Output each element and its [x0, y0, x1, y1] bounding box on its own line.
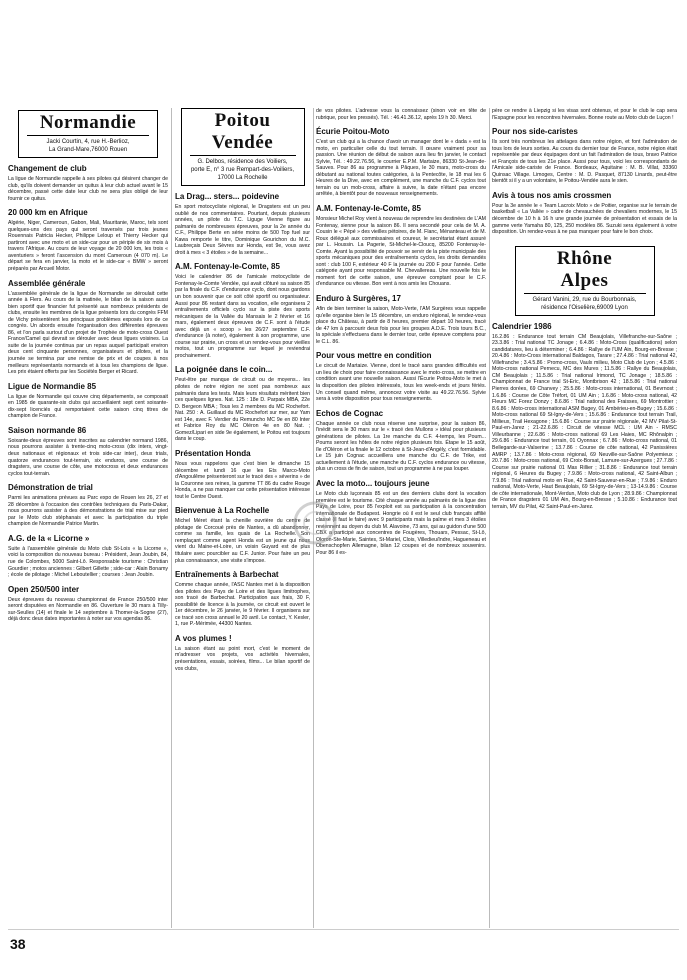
article-paragraph: L'assemblée générale de la ligue de Normandie se déroulait cette année à Flers. Au cours de la matinée, le bilan de la saison aussi bien sportif que financier fut présenté aux nombreux présidents de clubs, ensuite les membres de la ligue présents lors du congrès FFM de Vichy présentèrent les principaux problèmes exposés lors de ce congrès. Un abords ensuite l'organisation des différentes épreuves 86, et l'on parla surtout d'un projet de Trophée de moto-cross Ouest France/Camel qui devrait se dérouler avec deux ligues voisines. La suite de la journée continua par un repas auquel participait environ deux cent cinquante personnes, organisateurs et pilotes, et la journée se termina par une remise de prix et de coupes à nos meilleurs représentants normands et à tous les champions de ligue. Les prix étaient offerts par les Sociétés Berger et Ricard. [8, 290, 168, 376]
section-heading: Entraînements à Barbechat [175, 570, 279, 580]
region-title: Rhône [556, 247, 613, 269]
section-heading: Ligue de Normandie 85 [8, 381, 97, 391]
section-heading: La Drag... sters... poidevine [175, 192, 280, 201]
article-paragraph: Afin de bien terminer la saison, Moto-Verte, l'AM Surgères vous rappelle qu'elle organise bien le 15 décembre, un enduro régional, le rendez-vous place du Château, à partir de 8 heures, premier départ 10 heures, tracé de 47 km à parcourir deux fois pour les groupes A.D.E. Trois tours B.C., la spéciale s'effectuera dans le dernier tour, cette épreuve comptera pour le C.L. 86. [316, 306, 486, 345]
section-heading: Écurie Poitou-Moto [316, 127, 390, 137]
continued-paragraph: de vos pilotes. L'adresse vous la connaissez (sinon voir en tête de rubrique, pour les pressés). Tél. : 46.41.36.12, après 19 h 30. Merci. [316, 108, 486, 121]
article-paragraph: La ligue de Normandie qui couvre cinq départements, se composait en 1985 de quarante-six clubs qui accueillaient sept cent soixante-dix-sept licenciés qui remportaient cette saison cinq titres de champion de France. [8, 393, 168, 420]
continued-paragraph: père ce rendre à Liepzig si les visas sont obtenus, et pour le club le cap sera l'Espagne pour les rencontres hivernales. Bonne route au Moto club de Luçon ! [492, 108, 677, 121]
section-heading: Changement de club [8, 164, 87, 173]
article-paragraph: Monsieur Michel Roy vient à nouveau de reprendre les destinées de L'AM Fontenay, sienne pour la saison 86. Il sera secondé pour cela de M. A. Cousin le « Pépé » des vieilles pétoires, de M. Flanc, Ménanteau et de M. Roux délégué aux commissaires et coureur, le secrétariat étant assuré par L. Houssin. La Pagerie, St-Michel-le-Cloucq, 85200 Fontenay-le-Comte. Ayant la possibilité de pouvoir se servir de la piste municipale des sports mécaniques pour des entraînements cyclos, les droits demandés sont : club 100 F, extérieur 40 F la journée ou 200 F pour l'année. Cette catégorie ayant pour responsable M. Chevallereau. Une nouvelle fois le moment fort de cette saison, une épreuve comptant pour le C.F. d'endurance ou vitesse. Bon vent à nos amis les Chouans. [316, 216, 486, 288]
poitou-header-box [181, 108, 305, 186]
article-paragraph: Suite à l'assemblée générale du Moto club St-Lois « la Licorne », voici la composition du nouveau bureau : Président, Jean Joubin, 84, rue de Colombes, 5000 Saint-Lô. Responsable tourisme : Christian Gourdier ; motos anciennes : Gilbert Gillette ; side-car : Alain Bonamy ; école de pilotage : Michel Leboutellier ; courses : Jean Joubin. [8, 545, 168, 579]
section-heading: Bienvenue à La Rochelle [175, 506, 270, 516]
section-heading: Calendrier 1986 [492, 321, 552, 331]
calendar-text: 16.2.86 : Endurance tout terrain CM Beaujolais, Villefranche-sur-Saône ; 23.3.86 : Trial national TC Jonage ; 6.4.86 : Moto-Cross (qualifications) selon candidatures, lieu à déterminer ; 6.4.86 : Rallye de l'UM Ain, Bourg-en-Bresse ; 20.4.86 : Moto-Cross international Baldagos, Tarare ; 27.4.86 : Trial national 42, Villefranche ; 3.4.5.86 : Promo-cross, Vaulx milieu, Moto Club de Lyon ; 4.5.86 : Moto-cross national Pernecu, MC des Mures ; 11.5.86 : Rallye du Beaujolais, CM Beaujolais ; 11.5.86 : Trial national Irimond, TC Jonage ; 18.5.86 : Championnat de France trial St-Eric, Montbrison 42 ; 18.5.86 : Trial national Pierres dorées, 69 Chanvey ; 25.5.86 : Moto-cross international, 01 Bevrnost ; 1.6.86 : Course de Côte Tréfort, 01 UM Ain ; 1.6.86 : Moto-cross national, 42 Fleurs MC Forez Donzy ; 8.6.86 : Trial national des Fraisses, 69 Montrottier ; 8.6.86 : Moto-cross international ASM Bugey, 01 Ambérieu-en-Bugey ; 15.6.86 : Moto-cross national 69 St-Igny-de-Vers ; 15.6.86 : Endurance tout terrain Trail, Millieux, Trail Hexagone ; 15.6.86 : Course sur prairie régionale, 42 MV Pilat-St-Paul-en-Jarez ; 21-22.6.86 : Circuit de vitesse MCL : UM Ain - RMSC Villeurbanne ; 22.6.86 : Moto-cross national 69 Les Haies, MC Rhônalpin ; 29.6.86 : Endurance tout terrain, 01 Oyonnax ; 6.7.86 : Moto-cross national, 01 Bellegarde-sur-Valserine ; 13.7.86 : Course de côte national, 42 Panissières AMRP ; 13.7.86 : Moto-cross régional, 69 Neuville-sur-Saône Polyemieux ; 20.7.86 : Moto-cross national, 69 Croix-Borsat, Lamure-sur-Azergues ; 27.7.86 : Course sur prairie national 01 Mas Rillier ; 31.8.86 : Endurance tout terrain régional, 6 Heures du Bugey ; 7.9.86 : Moto-cross national, 42 Saint-Albun ; 7.9.86 : Trial national moto en Rue, 42 Saint-Sauveur-en-Rue ; 7.9.86 : Enduro national, Moto-Verte, Haut Beaujolais, 69 St-Igny-de-Vers ; 13-14.9.86 : Course de côte internationale, Mont-Verdun, Moto club de Lyon ; 28.9.86 : Championnat de France dragsters 01 UM Ain, Bourg-en-Bresse ; 5.10.86 : Endurance tout terrain, MV du Pilat, 42 Saint-Paul-en-Jarez. [492, 333, 677, 510]
section-heading: La poignée dans le coin... [175, 365, 273, 375]
correspondent-address-line: résidence l'Oiselière,69009 Lyon [541, 304, 628, 311]
column-rhone-alpes [492, 108, 677, 928]
section-heading: Saison normande 86 [8, 425, 87, 435]
region-title: Vendée [190, 133, 296, 156]
column-divider [489, 108, 490, 928]
section-heading: Avis à tous nos amis crossmen [492, 190, 612, 200]
footer-rule [8, 929, 679, 930]
column-poitou-continued [316, 108, 486, 928]
page-number: 38 [10, 936, 26, 952]
article-paragraph: C'est un club qui a la chance d'avoir un manager dont le « dada » est la moto, en particulier celle du tout terrain. Il œuvre vraiment pour sa passion. Une réunion de début de saison aura lieu fin janvier, le contact Sylvie, Tél. : 49.22.76.56, le courrier E.P.M. Martaize, 86330 St-Jean-de-Sauves. Pour 86 au programme à Pâques, le 30 mars, moto-cross du débutant au national toutes catégories, à la Pentecôte, le 18 mai les 6 Heures de la Dive, avec en complément, une manche du C.F. cyclos tout terrain ou un mob-cross, affaire à suivre, la date n'étant pas encore arrêtée, à bientôt pour de nouveaux renseignements. [316, 139, 486, 198]
section-heading: A.M. Fontenay-le-Comte, 85 [175, 262, 280, 272]
article-paragraph: Le circuit de Martaize. Vienne, dont le tracé sans grandes difficultés est un lieu de choix pour faire connaissance avec le moto-cross, se mettre en condition avant une nouvelle saison. Aussi l'Écurie Poitou-Moto le met à la disposition des pilotes intéressés, tous les week-ends et jours fériés. Un conseil quand même, annoncez votre visite au 49.22.76.56. Sylvie sera à votre disposition pour tous renseignements. [316, 363, 486, 403]
section-heading: Avec la moto... toujours jeune [316, 478, 430, 488]
article-list [492, 127, 677, 236]
article-paragraph: La saison étant au point mort, c'est le moment de m'adresser vos projets, vos activités hivernales, présentations, essais, soirées, films... Le bilan sportif de vos clubs, [175, 645, 310, 672]
article-paragraph: Le Moto club luçonnais 85 est un des derniers clubs dont la vocation première est le tourisme. Cité chaque année au palmarès de la ligue des Pays de Loire, pour 85 l'exploit est sa participation à la concentration internationale de Budapest. Hongrie où il est le seul club français affilié classé (il faut le faire) avec 9 participants mais la palme et mes 3 étoiles reviennent au doyen du club M. Alavoine, 73 ans, qui au guidon d'une 500 CBX a participé aux concentres de Fougères, Thouars, Pessac, St-Lô, Oloron-Ste-Marie, Saintes, St-Mariel, Clois, Villedieu/Indre, Hagueneau et Obenschopfen Allemagne, bilan 12 coupes et de nombreux souvenirs. Pour 86 il es- [316, 490, 486, 556]
section-heading: A.M. Fontenay-le-Comte, 85 [316, 204, 421, 214]
article-paragraph: Chaque année ce club nous réserve une surprise, pour la saison 86, l'inédit sera le 30 mars sur le « tracé des Mullons » idéal pour plusieurs générations de pilotes. La 1re manche du C.F. 4-temps, les Poum... Poums seront les hôtes de notre région plusieurs fois. Étape le 15 août, île d'Oléron et la finale le 12 octobre à St-Jean-d'Angély, c'est formidable. Le 15 juin Cognac accueillera une manche du C.F. de Trike, est actuellement à l'étude, une manche du C.F. cyclos endurance ou vitesse, plus un cross de fin de saison, tout un programme à ne pas louper. [316, 420, 486, 473]
section-heading: Echos de Cognac [316, 408, 384, 418]
article-paragraph: En sport motocycliste régional, le Dragsters est un peu oublié de nos commentaires. Pourtant, depuis plusieurs années, un pilote du T.C. Liguge Vienne figure au palmarès de nombreuses épreuves, pour la 2e année du C.F., Philippe Berte en série moins de 500 Top fuel sur Kawa remporte le titre, Dominique Gourichon du M.C. Laubreçais Deux Sèvres sur Honda, est 9e, vous avez droit à mes « 3 étoiles » de la semaine... [175, 204, 310, 256]
article-paragraph: Parmi les animations prévues au Parc expo de Rouen les 26, 27 et 28 décembre à l'occasion des contrôles techniques du Paris-Dakar, nous pourrons assister à des démonstrations de trial mise sur pied par le Moto club stéphanais et avec la participation du triple champion de Normandie Patrice Martin. [8, 495, 168, 528]
correspondent-address-line: G. Delbos, résidence des Voiliers, [197, 159, 288, 165]
blank-top-margin [0, 0, 687, 108]
rhone-header-box [515, 246, 655, 316]
section-heading: A.G. de la « Licorne » [8, 533, 90, 543]
correspondent-address-line: Gérard Vanini, 29, rue du Bourbonnais, [532, 296, 637, 303]
column-divider [171, 108, 172, 928]
section-heading: Enduro à Surgères, 17 [316, 294, 401, 304]
section-heading: Open 250/500 inter [8, 584, 80, 594]
section-heading: Pour nos side-caristes [492, 127, 578, 137]
region-title: Normandie [27, 113, 149, 136]
article-paragraph: Comme chaque année, l'ASC Nantes met à la disposition des pilotes des Pays de Loire et des ligues limitrophes, son tracé de Barbechat. Participation aux frais, 30 F, possibilité de licence à la journée, ce circuit est ouvert le 1er décembre, le 26 janvier, le 9 février. Il organisera sur ce tracé son cross annuel le 20 avril. Le contact, Y. Kesler, 1, rue P.-Mérimée, 44300 Nantes. [175, 582, 310, 628]
normandie-header-box [18, 110, 158, 158]
column-normandie [8, 108, 168, 928]
article-paragraph: Peut-être par manque de circuit ou de moyens... les pilotes de notre région ne sont pas nombreux aux palmarès dans les tests. Mais leurs résultats méritent bien ces quelques lignes. Nat. 125 : 18e D. Parpaix MBA, 22e D. Bergeon MBA ; Tous les 2 membres du MC Rochefort. Nat. 250 : A. Guillaud du MC Rochefort sur mer, sur Yam est 14e, avec F. Verdier du Remuncho MC 9e en 80 Inter et Fabrice Roy du MC Oléron 4e en 80 Nat. ; Gomez/Lipari en side 9e également, le Poitou est toujours dans le coup. [175, 377, 310, 443]
article-list [316, 127, 486, 556]
section-heading: A vos plumes ! [175, 633, 232, 643]
region-title: Poitou [214, 110, 271, 131]
section-heading: Démonstration de trial [8, 483, 93, 493]
watermark-logo-icon [290, 498, 340, 548]
article-list [175, 192, 310, 672]
correspondent-address-line: porte E, n° 3 rue Rempart-des-Voiliers, [190, 167, 295, 173]
section-heading: Pour vous mettre en condition [316, 351, 432, 361]
article-paragraph: Pour la 3e année le « Team Lacroix Moto » de Poitier, organise sur le terrain de basketball « La Vallée » cadre de chevauchées de chevaliers modernes, le 15 décembre de 10 h à 16 h une grande journée de présentation et essais de la gamme verte Yamaha 80, 125, 250 modèles 86. Suzuki sera également à votre disposition. Un rendez-vous à ne pas manquer pour faire le bon choix. [492, 202, 677, 236]
article-paragraph: Michel Méret étant la chenille ouvrière du centre de pilotage de Corcoué près de Nantes, a dû abandonner, comme sa famille, les quais de La Rochelle. Son remplaçant comme agent Honda est un jeune qui nous vient du Maine-et-Loire, un voisin Guyard est de plus titulaire avec pourcibler au C.F. Junior. Pour faire un peu plus connaissance, une visite s'impose. [175, 518, 310, 564]
correspondent-address-line: La Grand-Mare,76000 Rouen [48, 147, 128, 153]
correspondent-address-line: 17000 La Rochelle [217, 175, 268, 181]
correspondent-address-line: Jacki Courtin, 4, rue H.-Berlioz, [46, 139, 130, 145]
section-heading: Présentation Honda [175, 448, 251, 458]
region-title: Alpes [524, 271, 646, 294]
section-heading: Assemblée générale [8, 278, 86, 288]
article-paragraph: Ils sont très nombreux les attelages dans notre région, et font l'admiration de tous lors de leurs sorties. Au cours du dernier tour de France, notre région était représentée par deux équipages dont un fait l'admiration de tous, bravo Patrice et François de tous les 21e place. Aussi pour tous, voici les correspondants de l'Amicale side-cariste de France. Bordeaux, Aquitaine : M. B. Villat, 33360 Quinsac Village. Limoges, Centre : M. D. Pasquet, 87130 Linards, peut-être bientôt si il y a un volontaire, le Poitou-Vendée aura le sien. [492, 139, 677, 185]
section-heading: 20 000 km en Afrique [8, 208, 88, 218]
article-paragraph: Algérie, Niger, Cameroun, Gabon, Mali, Mauritanie, Maroc, tels sont quelques-uns des pays qui seront traversés par trois jeunes Rouennais Patricia Hecker, Philippe Leloup et Thierry Hecker qui partiront avec une moto et un side-car pour un périple de six mois à travers l'Afrique. Au cours de leur voyage de 20 000 km, les trois « aventuriers » feront l'ascension du mont Cameroun (4 070 m). Le départ se fera en janvier, la moto et le side-car « BMW » seront préparés par Arcueil Motor. [8, 220, 168, 273]
article-paragraph: Deux épreuves du nouveau championnat de France 250/500 inter seront disputées en Normandie en 86. Ouverture le 30 mars à Tilly-sur-Seulles (14) et finale le 14 septembre à Thomer-la-Sogne (27), déjà donc deux dates importantes à noter sur vos agendas 86. [8, 596, 168, 623]
article-list [8, 164, 168, 623]
article-paragraph: Voici le calendrier 86 de l'amicale motocycliste de Fontenay-le-Comte Vendée, qui avait clôturé sa saison 85 par la finale du C.F. d'endurance cyclo, dont nous gardons un bon souvenir que ce soit côté sportif ou organisateur. Aussi pour 86 restant dans sa vocation, elle organisera 2 entraînements officiels cyclo sur la piste des sports mécaniques de la Vallée du Mansais le 2 février et 16 mars, également deux épreuves de C.F. sont à l'étude avec déjà un « scoop » les 26/27 septembre C.F. d'endurance (à noter), également à son programme, une course sur prairie, un cross et un rendez-vous pour vieilles motos, tout un programme sur lequel je reviendrai prochainement. [175, 274, 310, 359]
article-paragraph: Soixante-deux épreuves sont inscrites au calendrier normand 1986, nous pourrons assister à trente-cinq moto-cross (dix inters, vingt-deux nationaux et régionaux et trois side-car inter), deux trials, quatorze endurances tout-terrain, six enduros, une course de dragsters, une course de côte, une motocross et deux endurances cyclos tout-terrain. [8, 437, 168, 477]
article-paragraph: Nous vous rappelons que c'est bien le dimanche 15 décembre et lundi 16 que les Ets Marco-Moto d'Angoulême présenteront sur le tracé des « séverins » de la Couronne ses reines, la gamme TT 86 du cadre Rouge Honda, a ne pas manquer car cette présentation intéresse tout le Centre Ouest. [175, 460, 310, 500]
article-paragraph: La ligue de Normandie rappelle à ses pilotes qui désirent changer de club, qu'ils doivent demander un quitus à leur club actuel avant le 15 décembre, passé cette date leur club ne sera plus obligé de leur fournir ce quitus. [8, 176, 168, 202]
